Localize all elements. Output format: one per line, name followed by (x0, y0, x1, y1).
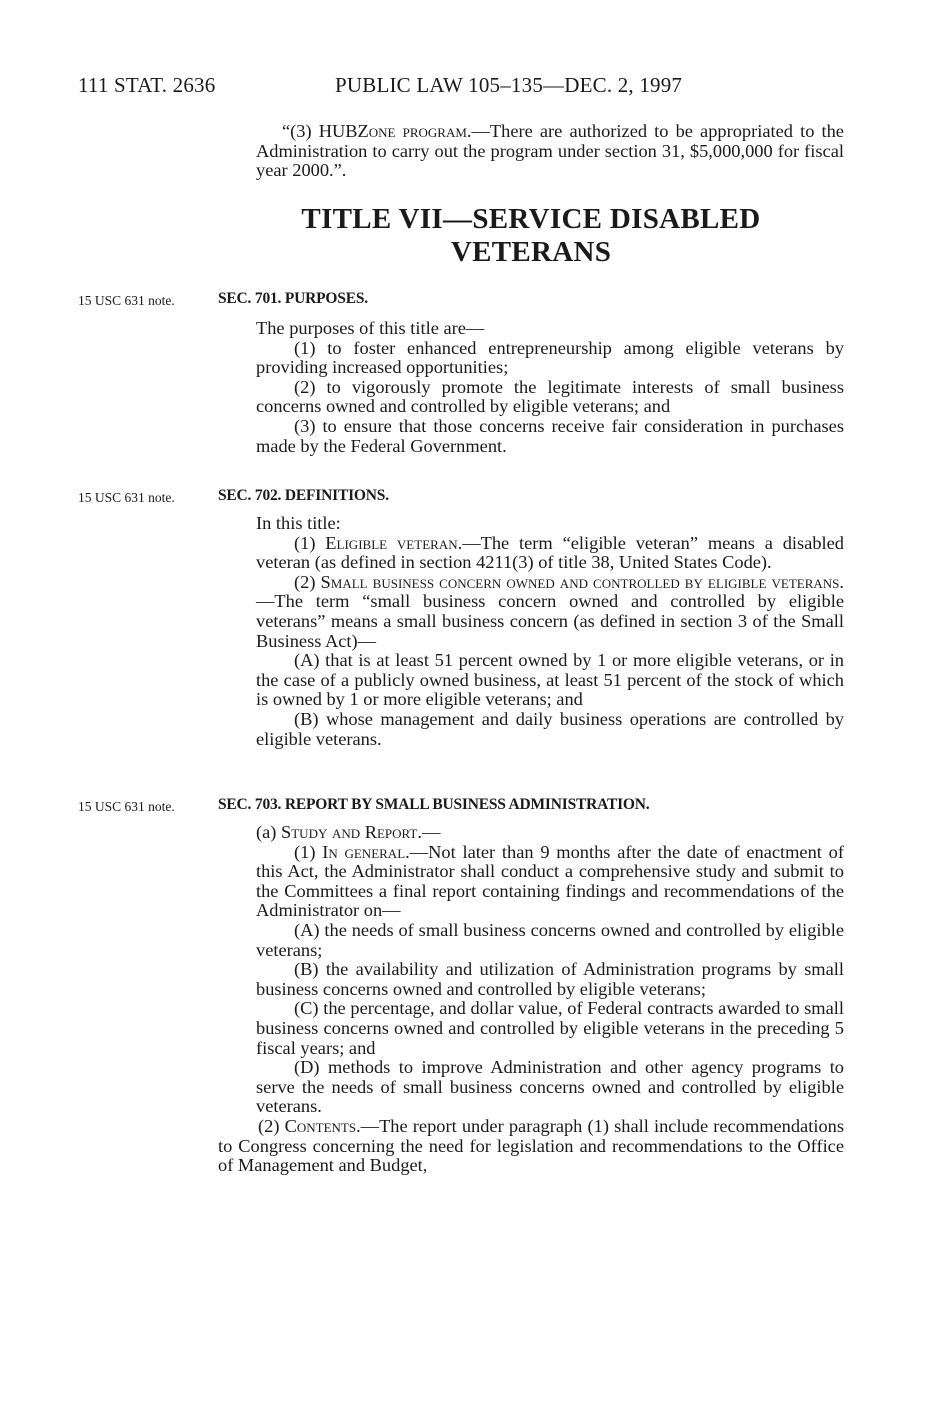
subsection-a: (a) Study and Report.— (256, 822, 441, 842)
list-item: (B) whose management and daily business operations are controlled by eligible veterans. (256, 708, 844, 749)
list-item: (A) that is at least 51 percent owned by 1 or more eligible veterans, or in the case of a publicly owned business, at least 51 percent of the stock of which is owned by 1 or more eligible veterans; and (256, 650, 844, 710)
paragraph: (3) to ensure that those concerns receive fair consideration in purchases made by the Federal Government. (256, 415, 844, 456)
paragraph: In this title: (256, 513, 341, 533)
paragraph: (1) to foster enhanced entrepreneurship among eligible veterans by providing increased opportunities; (256, 337, 844, 378)
paragraph-contents: (2) Contents.—The report under paragraph (1) shall include recommendations to Congress concerning the need for legislation and recommendations to the Office of Management and Budget, (218, 1115, 844, 1176)
paragraph-in-general: (1) In general.—Not later than 9 months after the date of enactment of this Act, the Administrator shall conduct a comprehensive study and submit to the Committees a final report containing findings and recommendations of the Administrator on— (256, 841, 844, 921)
hubzone-paragraph: “(3) HUBZone program.—There are authorized to be appropriated to the Administration to carry out the program under section 31, $5,000,000 for fiscal year 2000.”. (256, 121, 844, 181)
section-703-body (218, 823, 844, 1176)
section-702-body (218, 514, 844, 749)
intro-block (218, 122, 844, 181)
margin-note: 15 USC 631 note. (78, 293, 175, 308)
title-heading: TITLE VII—SERVICE DISABLED VETERANS (301, 203, 761, 268)
list-item: (D) methods to improve Administration and other agency programs to serve the needs of small business concerns owned and controlled by eligible veterans. (256, 1057, 844, 1117)
margin-note: 15 USC 631 note. (78, 799, 175, 814)
section-heading: SEC. 702. DEFINITIONS. (218, 487, 389, 504)
definition-small-business: (2) Small business concern owned and controlled by eligible veterans.—The term “small business concern owned and controlled by eligible veterans” means a small business concern (as defined in section 3 of the Small Business Act)— (256, 571, 844, 651)
list-item: (B) the availability and utilization of Administration programs by small business concerns owned and controlled by eligible veterans; (256, 959, 844, 999)
paragraph: (2) to vigorously promote the legitimate interests of small business concerns owned and controlled by eligible veterans; and (256, 376, 844, 417)
paragraph: The purposes of this title are— (256, 318, 485, 338)
section-701-body (218, 319, 844, 456)
page-header-stat: 111 STAT. 2636 (78, 73, 216, 97)
margin-note: 15 USC 631 note. (78, 490, 175, 505)
list-item: (C) the percentage, and dollar value, of Federal contracts awarded to small business concerns owned and controlled by eligible veterans in the preceding 5 fiscal years; and (256, 998, 844, 1058)
list-item: (A) the needs of small business concerns owned and controlled by eligible veterans; (256, 919, 844, 960)
section-heading: SEC. 701. PURPOSES. (218, 290, 368, 307)
definition-eligible-veteran: (1) Eligible veteran.—The term “eligible veteran” means a disabled veteran (as defined in section 4211(3) of title 38, United States Code). (256, 532, 844, 573)
page-header-law: PUBLIC LAW 105–135—DEC. 2, 1997 (335, 73, 683, 97)
section-heading: SEC. 703. REPORT BY SMALL BUSINESS ADMINISTRATION. (218, 796, 650, 813)
